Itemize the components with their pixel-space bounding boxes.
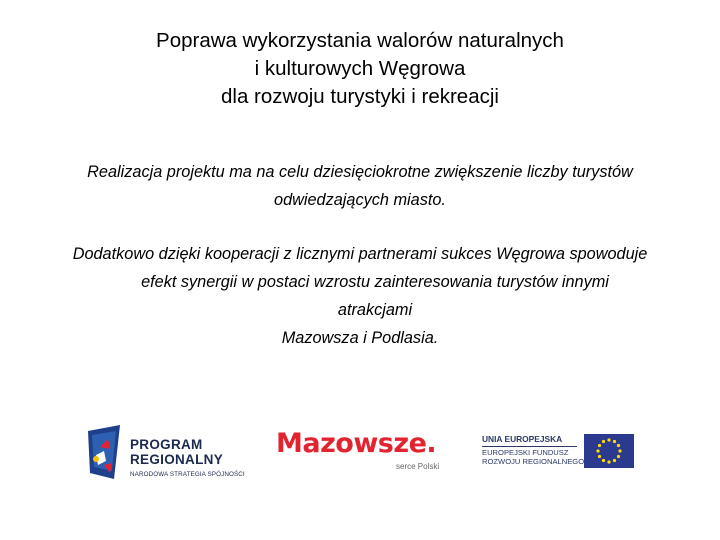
page-title [0, 27, 720, 111]
eu-line-3: ROZWOJU REGIONALNEGO [482, 457, 585, 466]
program-subtitle: NARODOWA STRATEGIA SPÓJNOŚCI [130, 471, 245, 478]
title-line-2: i kulturowych Węgrowa [254, 57, 466, 80]
paragraph-goal-line-1: Realizacja projektu ma na celu dziesięciokrotne zwiększenie liczby turystów [87, 163, 633, 181]
paragraph-synergy-line-2: efekt synergii w postaci wzrostu zainteresowania turystów innymi [141, 273, 609, 291]
title-line-3: dla rozwoju turystyki i rekreacji [221, 85, 499, 108]
paragraph-synergy-line-4: Mazowsza i Podlasia. [281, 329, 439, 347]
eu-flag-icon [584, 434, 634, 468]
program-regionalny-emblem-icon [86, 425, 128, 481]
paragraph-synergy-line-1: Dodatkowo dzięki kooperacji z licznymi partnerami sukces Węgrowa spowoduje [72, 245, 648, 263]
mazowsze-tagline: serce Polski [396, 462, 440, 471]
program-regionalny-text [130, 437, 223, 467]
mazowsze-wordmark: Mazowsze. [276, 428, 437, 459]
eu-fund-logo [482, 433, 642, 473]
paragraph-synergy [0, 240, 720, 352]
paragraph-synergy-line-3: atrakcjami [337, 301, 413, 319]
paragraph-goal [0, 158, 720, 214]
title-line-1: Poprawa wykorzystania walorów naturalnych [156, 29, 564, 52]
mazowsze-logo [276, 429, 461, 479]
eu-line-1: UNIA EUROPEJSKA [482, 434, 563, 444]
program-line-2: REGIONALNY [130, 452, 224, 467]
program-line-1: PROGRAM [130, 437, 203, 452]
eu-divider [482, 446, 577, 447]
eu-line-2: EUROPEJSKI FUNDUSZ [482, 447, 569, 457]
logo-strip [0, 415, 720, 485]
eu-fund-text [482, 435, 584, 467]
paragraph-goal-line-2: odwiedzających miasto. [274, 191, 446, 209]
program-regionalny-logo [86, 425, 256, 487]
